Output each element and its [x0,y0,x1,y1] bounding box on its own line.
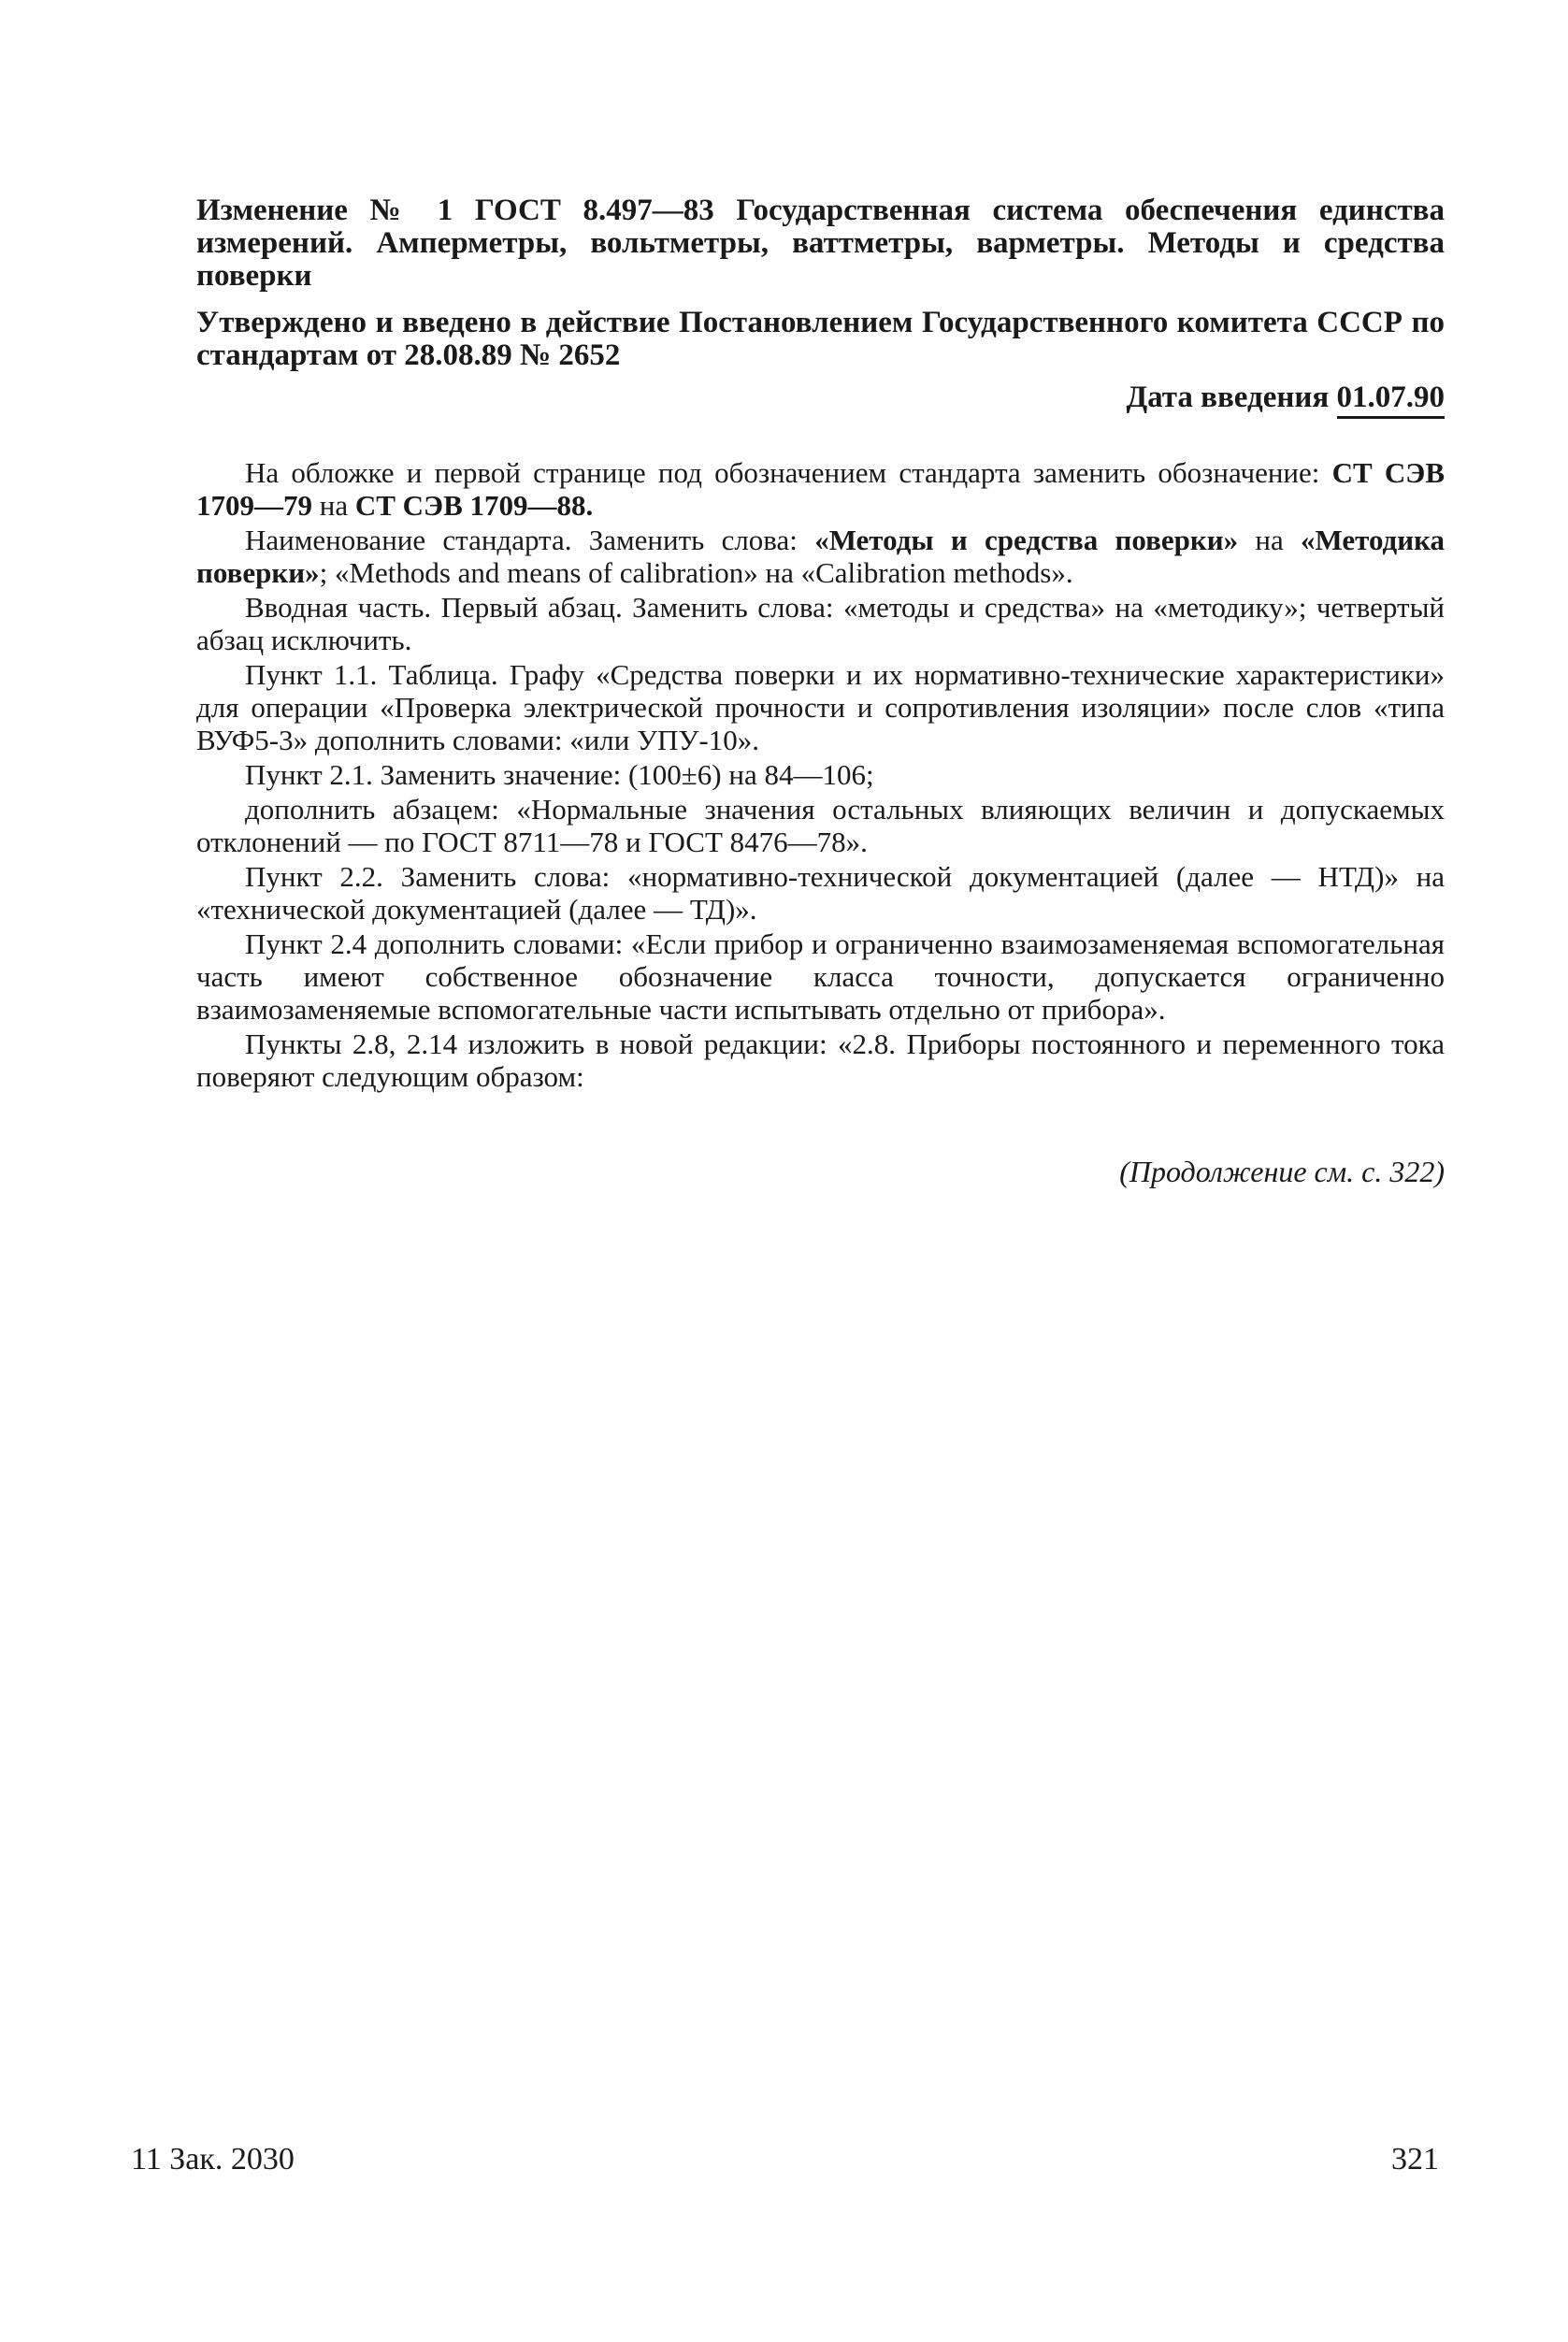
document-title: Изменение № 1 ГОСТ 8.497—83 Государственная система обеспечения единства измерений. Амперметры, вольтметры, ваттметры, варметры. Методы и средства поверки [196,194,1445,293]
order-number: 11 Зак. 2030 [131,2142,295,2177]
amendment-paragraph [196,927,1445,1026]
amendment-paragraph [196,456,1445,522]
approval-statement: Утверждено и введено в действие Постановлением Государственного комитета СССР по стандартам от 28.08.89 № 2652 [196,306,1445,372]
paragraph-run: ; «Methods and means of calibration» на «Calibration methods». [319,556,1073,589]
amendment-paragraph [196,860,1445,926]
amendment-paragraph [196,591,1445,656]
paragraph-run: Пункт 2.1. Заменить значение: (100±6) на 84—106; [245,758,874,791]
amendment-paragraph [196,758,1445,791]
amendment-body [196,456,1445,1095]
paragraph-run: «Методика поверки» [196,524,1445,589]
paragraph-run: СТ СЭВ 1709—88. [354,489,594,522]
paragraph-run: СТ СЭВ 1709—79 [196,456,1446,522]
paragraph-run: на [1238,524,1302,556]
paragraph-run: Пункт 1.1. Таблица. Графу «Средства поверки и их нормативно-технические характеристики» для операции «Проверка электрической прочности и сопротивления изоляции» после слов «типа ВУФ5-3» дополнить словами: «или УПУ-10». [196,658,1445,756]
paragraph-run: Вводная часть. Первый абзац. Заменить слова: «методы и средства» на «методику»; четвертый абзац исключить. [196,591,1445,656]
amendment-paragraph [196,658,1445,756]
paragraph-run: Пункты 2.8, 2.14 изложить в новой редакции: «2.8. Приборы постоянного и переменного тока поверяют следующим образом: [196,1027,1445,1093]
amendment-paragraph [196,793,1445,858]
paragraph-run: «Методы и средства поверки» [814,524,1239,556]
paragraph-run: Пункт 2.2. Заменить слова: «нормативно-технической документацией (далее — НТД)» на «технической документацией (далее — ТД)». [196,860,1445,926]
effective-date [1126,381,1445,414]
paragraph-run: На обложке и первой странице под обозначением стандарта заменить обозначение: [245,456,1332,489]
amendment-paragraph [196,1027,1445,1093]
amendment-paragraph [196,524,1445,589]
paragraph-run: Наименование стандарта. Заменить слова: [245,524,815,556]
effective-date-value: 01.07.90 [1337,381,1446,419]
continuation-note: (Продолжение см. с. 322) [1119,1155,1445,1188]
page-number: 321 [1391,2142,1439,2177]
effective-date-label: Дата введения [1126,381,1330,414]
paragraph-run: дополнить абзацем: «Нормальные значения остальных влияющих величин и допускаемых отклонений — по ГОСТ 8711—78 и ГОСТ 8476—78». [196,793,1445,858]
paragraph-run: Пункт 2.4 дополнить словами: «Если прибор и ограниченно взаимозаменяемая вспомогательная часть имеют собственное обозначение класса точности, допускается ограниченно взаимозаменяемые вспомогательные части испытывать отдельно от прибора». [196,927,1445,1026]
paragraph-run: на [312,489,355,522]
